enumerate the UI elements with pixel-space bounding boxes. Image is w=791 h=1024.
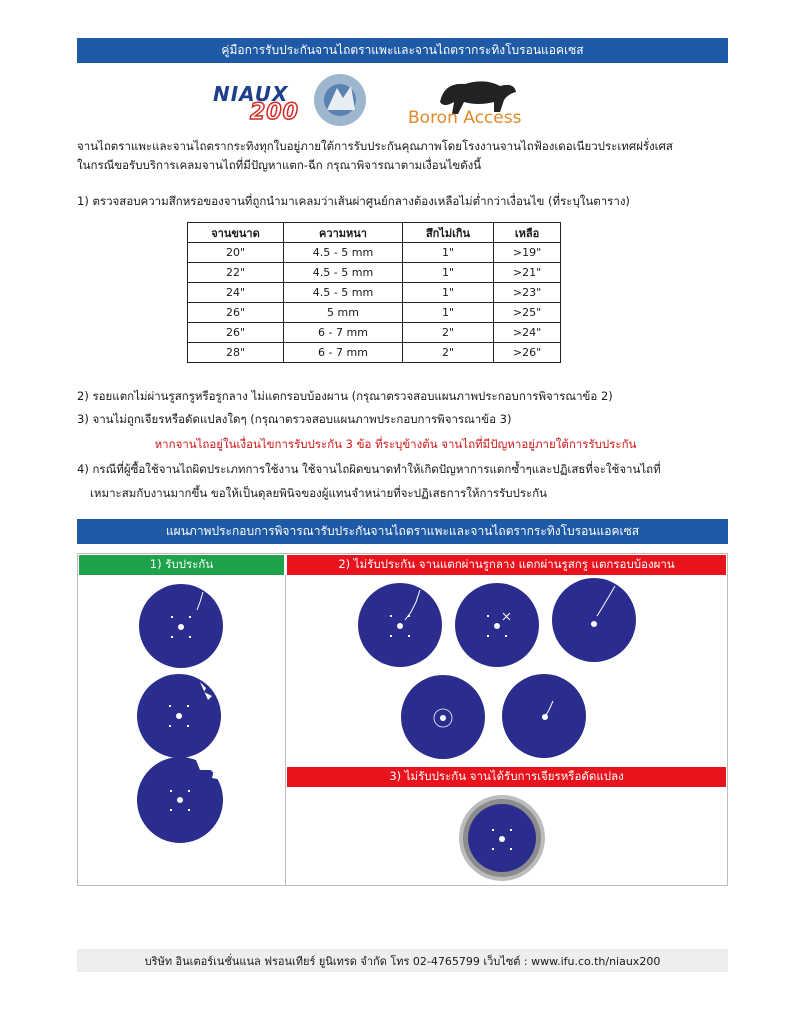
- niaux-number: 200: [250, 100, 299, 125]
- disc-rejected-center-crack: [358, 583, 442, 667]
- table-header: เหลือ: [494, 223, 561, 243]
- table-cell: 4.5 - 5 mm: [284, 283, 403, 303]
- table-cell: 28": [188, 343, 284, 363]
- table-cell: 4.5 - 5 mm: [284, 243, 403, 263]
- diagram-title: แผนภาพประกอบการพิจารณารับประกันจานไถตราแพะและจานไถตรากระทิงโบรอนแอคเซส: [165, 524, 640, 538]
- table-cell: 1": [403, 263, 494, 283]
- table-header: สึกไม่เกิน: [403, 223, 494, 243]
- table-cell: 5 mm: [284, 303, 403, 323]
- disc-rejected-center-split: [502, 674, 586, 758]
- rejected-crack-label: 2) ไม่รับประกัน จานแตกผ่านรูกลาง แตกผ่านรูสกรู แตกรอบบ้องผาน: [338, 557, 675, 571]
- condition-4-line-1: 4) กรณีที่ผู้ซื้อใช้จานไถผิดประเภทการใช้งาน ใช้จานไถผิดขนาดทำให้เกิดปัญหาการแตกซ้ำๆและปฏิเสธที่จะใช้จานไถที่: [77, 462, 661, 476]
- condition-3: 3) จานไม่ถูกเจียรหรือดัดแปลงใดๆ (กรุณาตรวจสอบแผนภาพประกอบการพิจารณาข้อ 3): [77, 412, 512, 426]
- condition-1: 1) ตรวจสอบความสึกหรอของจานที่ถูกนำมาเคลมว่าเส้นผ่าศูนย์กลางต้องเหลือไม่ต่ำกว่าเงื่อนไข (ที่ระบุในตาราง): [77, 194, 630, 208]
- table-cell: >23": [494, 283, 561, 303]
- table-cell: >24": [494, 323, 561, 343]
- disc-rejected-bolt-hole-crack: [455, 583, 539, 667]
- niaux-wordmark: NIAUX: [213, 82, 289, 106]
- table-cell: 4.5 - 5 mm: [284, 263, 403, 283]
- table-cell: >26": [494, 343, 561, 363]
- footer-text: บริษัท อินเตอร์เนชั่นแนล ฟรอนเทียร์ ยูนิเทรด จำกัด โทร 02-4765799 เว็บไซต์ : www.ifu.co.th/niaux200: [144, 954, 661, 968]
- warranty-warning: หากจานไถอยู่ในเงื่อนไขการรับประกัน 3 ข้อ ที่ระบุข้างต้น จานไถที่มีปัญหาอยู่ภายใต้การรับประกัน: [154, 437, 637, 451]
- table-cell: 2": [403, 323, 494, 343]
- intro-line-1: จานไถตราแพะและจานไถตรากระทิงทุกใบอยู่ภายใต้การรับประกันคุณภาพโดยโรงงานจานไถฟ้องเดอเนียวประเทศฝรั่งเศส: [77, 139, 673, 153]
- table-cell: 1": [403, 283, 494, 303]
- accepted-label: 1) รับประกัน: [149, 557, 214, 571]
- table-cell: 22": [188, 263, 284, 283]
- disc-accepted-rim-crack: [139, 584, 223, 668]
- disc-rejected-ground: [459, 795, 545, 881]
- table-cell: 2": [403, 343, 494, 363]
- table-cell: 6 - 7 mm: [284, 323, 403, 343]
- table-cell: 1": [403, 303, 494, 323]
- table-cell: >21": [494, 263, 561, 283]
- table-cell: 20": [188, 243, 284, 263]
- header-title: คู่มือการรับประกันจานไถตราแพะและจานไถตรากระทิงโบรอนแอคเซส: [221, 43, 584, 57]
- intro-line-2: ในกรณีขอรับบริการเคลมจานไถที่มีปัญหาแตก-ฉีก กรุณาพิจารณาตามเงื่อนไขดังนี้: [77, 158, 482, 172]
- table-header: ความหนา: [284, 223, 403, 243]
- disc-rejected-radial-crack: [552, 578, 636, 662]
- table-cell: 26": [188, 303, 284, 323]
- disc-rejected-hub-ring-crack: [401, 675, 485, 759]
- table-cell: 6 - 7 mm: [284, 343, 403, 363]
- table-cell: 26": [188, 323, 284, 343]
- table-header: จานขนาด: [188, 223, 284, 243]
- disc-accepted-notched-rim: [137, 674, 221, 758]
- condition-2: 2) รอยแตกไม่ผ่านรูสกรูหรือรูกลาง ไม่แตกรอบบ้องผาน (กรุณาตรวจสอบแผนภาพประกอบการพิจารณาข้อ 2): [77, 389, 613, 403]
- condition-4-line-2: เหมาะสมกับงานมากขึ้น ขอให้เป็นดุลยพินิจของผู้แทนจำหน่ายที่จะปฏิเสธการให้การรับประกัน: [90, 486, 548, 500]
- disc-accepted-chunk-missing: [137, 757, 223, 843]
- table-cell: 1": [403, 243, 494, 263]
- table-cell: 24": [188, 283, 284, 303]
- table-cell: >19": [494, 243, 561, 263]
- table-cell: >25": [494, 303, 561, 323]
- boron-access-wordmark: Boron Access: [408, 108, 522, 128]
- rejected-modified-label: 3) ไม่รับประกัน จานได้รับการเจียรหรือดัดแปลง: [389, 769, 624, 783]
- footer-bar: [77, 949, 728, 972]
